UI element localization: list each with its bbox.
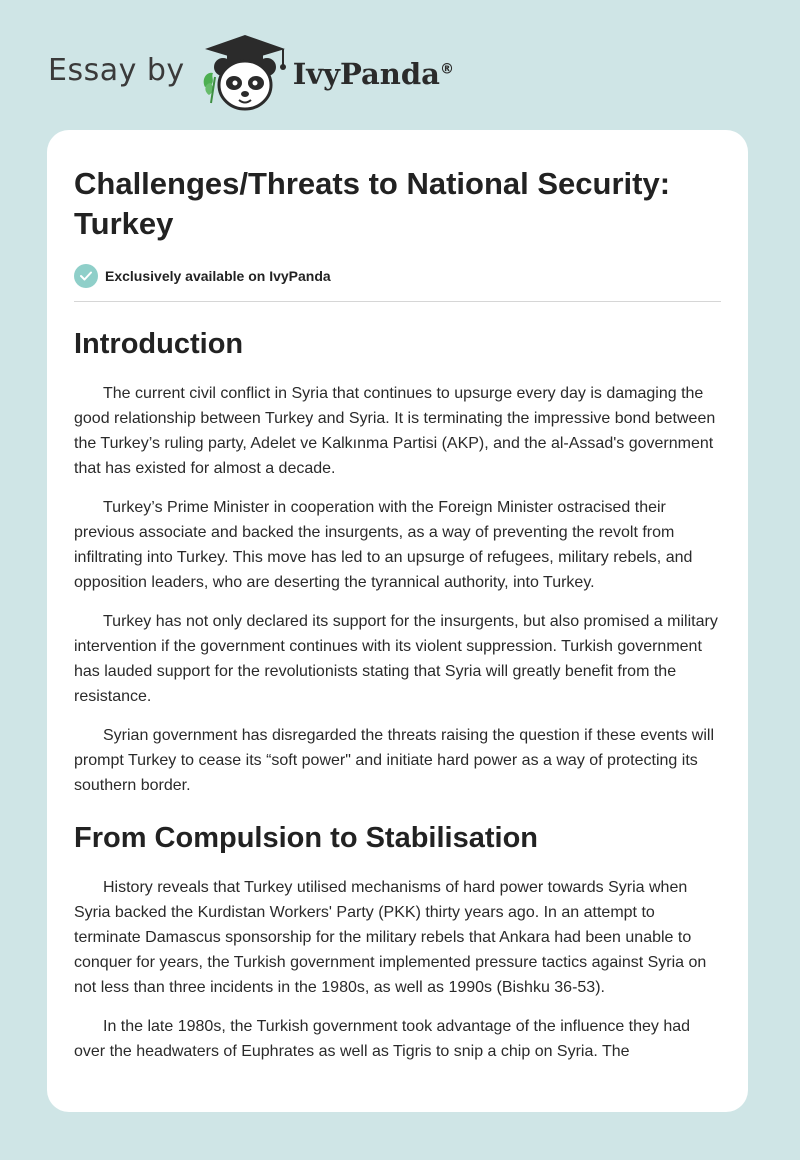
essay-by-label: Essay by	[48, 52, 185, 88]
paragraph: History reveals that Turkey utilised mechanisms of hard power towards Syria when Syria backed the Kurdistan Workers' Party (PKK) thirty years ago. In an attempt to terminate Damascus sponsorship for the military rebels that Ankara had been unable to conquer for years, the Turkish government implemented pressure tactics against Syria on not less than three incidents in the 1980s, as well as 1990s (Bishku 36-53).	[74, 879, 707, 996]
paragraph: Syrian government has disregarded the threats raising the question if these events will prompt Turkey to cease its “soft power" and initiate hard power as a way of protecting its southern border.	[74, 727, 715, 794]
paragraph: In the late 1980s, the Turkish government took advantage of the influence they had over the headwaters of Euphrates as well as Tigris to snip a chip on Syria. The	[74, 1018, 691, 1060]
check-circle-icon	[74, 264, 98, 288]
panda-graduate-icon[interactable]	[199, 31, 291, 115]
brand-name[interactable]	[293, 57, 454, 91]
exclusive-badge-label: Exclusively available on IvyPanda	[105, 268, 331, 284]
brand-text: IvyPanda	[292, 57, 440, 91]
paragraph: Turkey has not only declared its support for the insurgents, but also promised a military intervention if the government continues with its violent suppression. Turkish government has lauded support for the revolutionists stating that Syria will greatly benefit from the resistance.	[74, 613, 718, 705]
exclusive-badge	[74, 264, 721, 288]
essay-title: Challenges/Threats to National Security: Turkey	[74, 166, 671, 241]
section-heading: From Compulsion to Stabilisation	[74, 822, 538, 854]
section-heading: Introduction	[74, 328, 244, 360]
paragraph: Turkey’s Prime Minister in cooperation with the Foreign Minister ostracised their previous associate and backed the insurgents, as a way of preventing the revolt from infiltrating into Turkey. This move has led to an upsurge of refugees, military rebels, and opposition leaders, who are deserting the tyrannical authority, into Turkey.	[74, 499, 693, 591]
divider	[74, 301, 721, 302]
registered-mark: ®	[439, 61, 454, 78]
paragraph: The current civil conflict in Syria that continues to upsurge every day is damaging the good relationship between Turkey and Syria. It is terminating the impressive bond between the Turkey’s ruling party, Adelet ve Kalkınma Partisi (AKP), and the al-Assad's government that has existed for almost a decade.	[74, 385, 716, 477]
site-header	[48, 28, 454, 118]
essay-card	[47, 130, 748, 1112]
